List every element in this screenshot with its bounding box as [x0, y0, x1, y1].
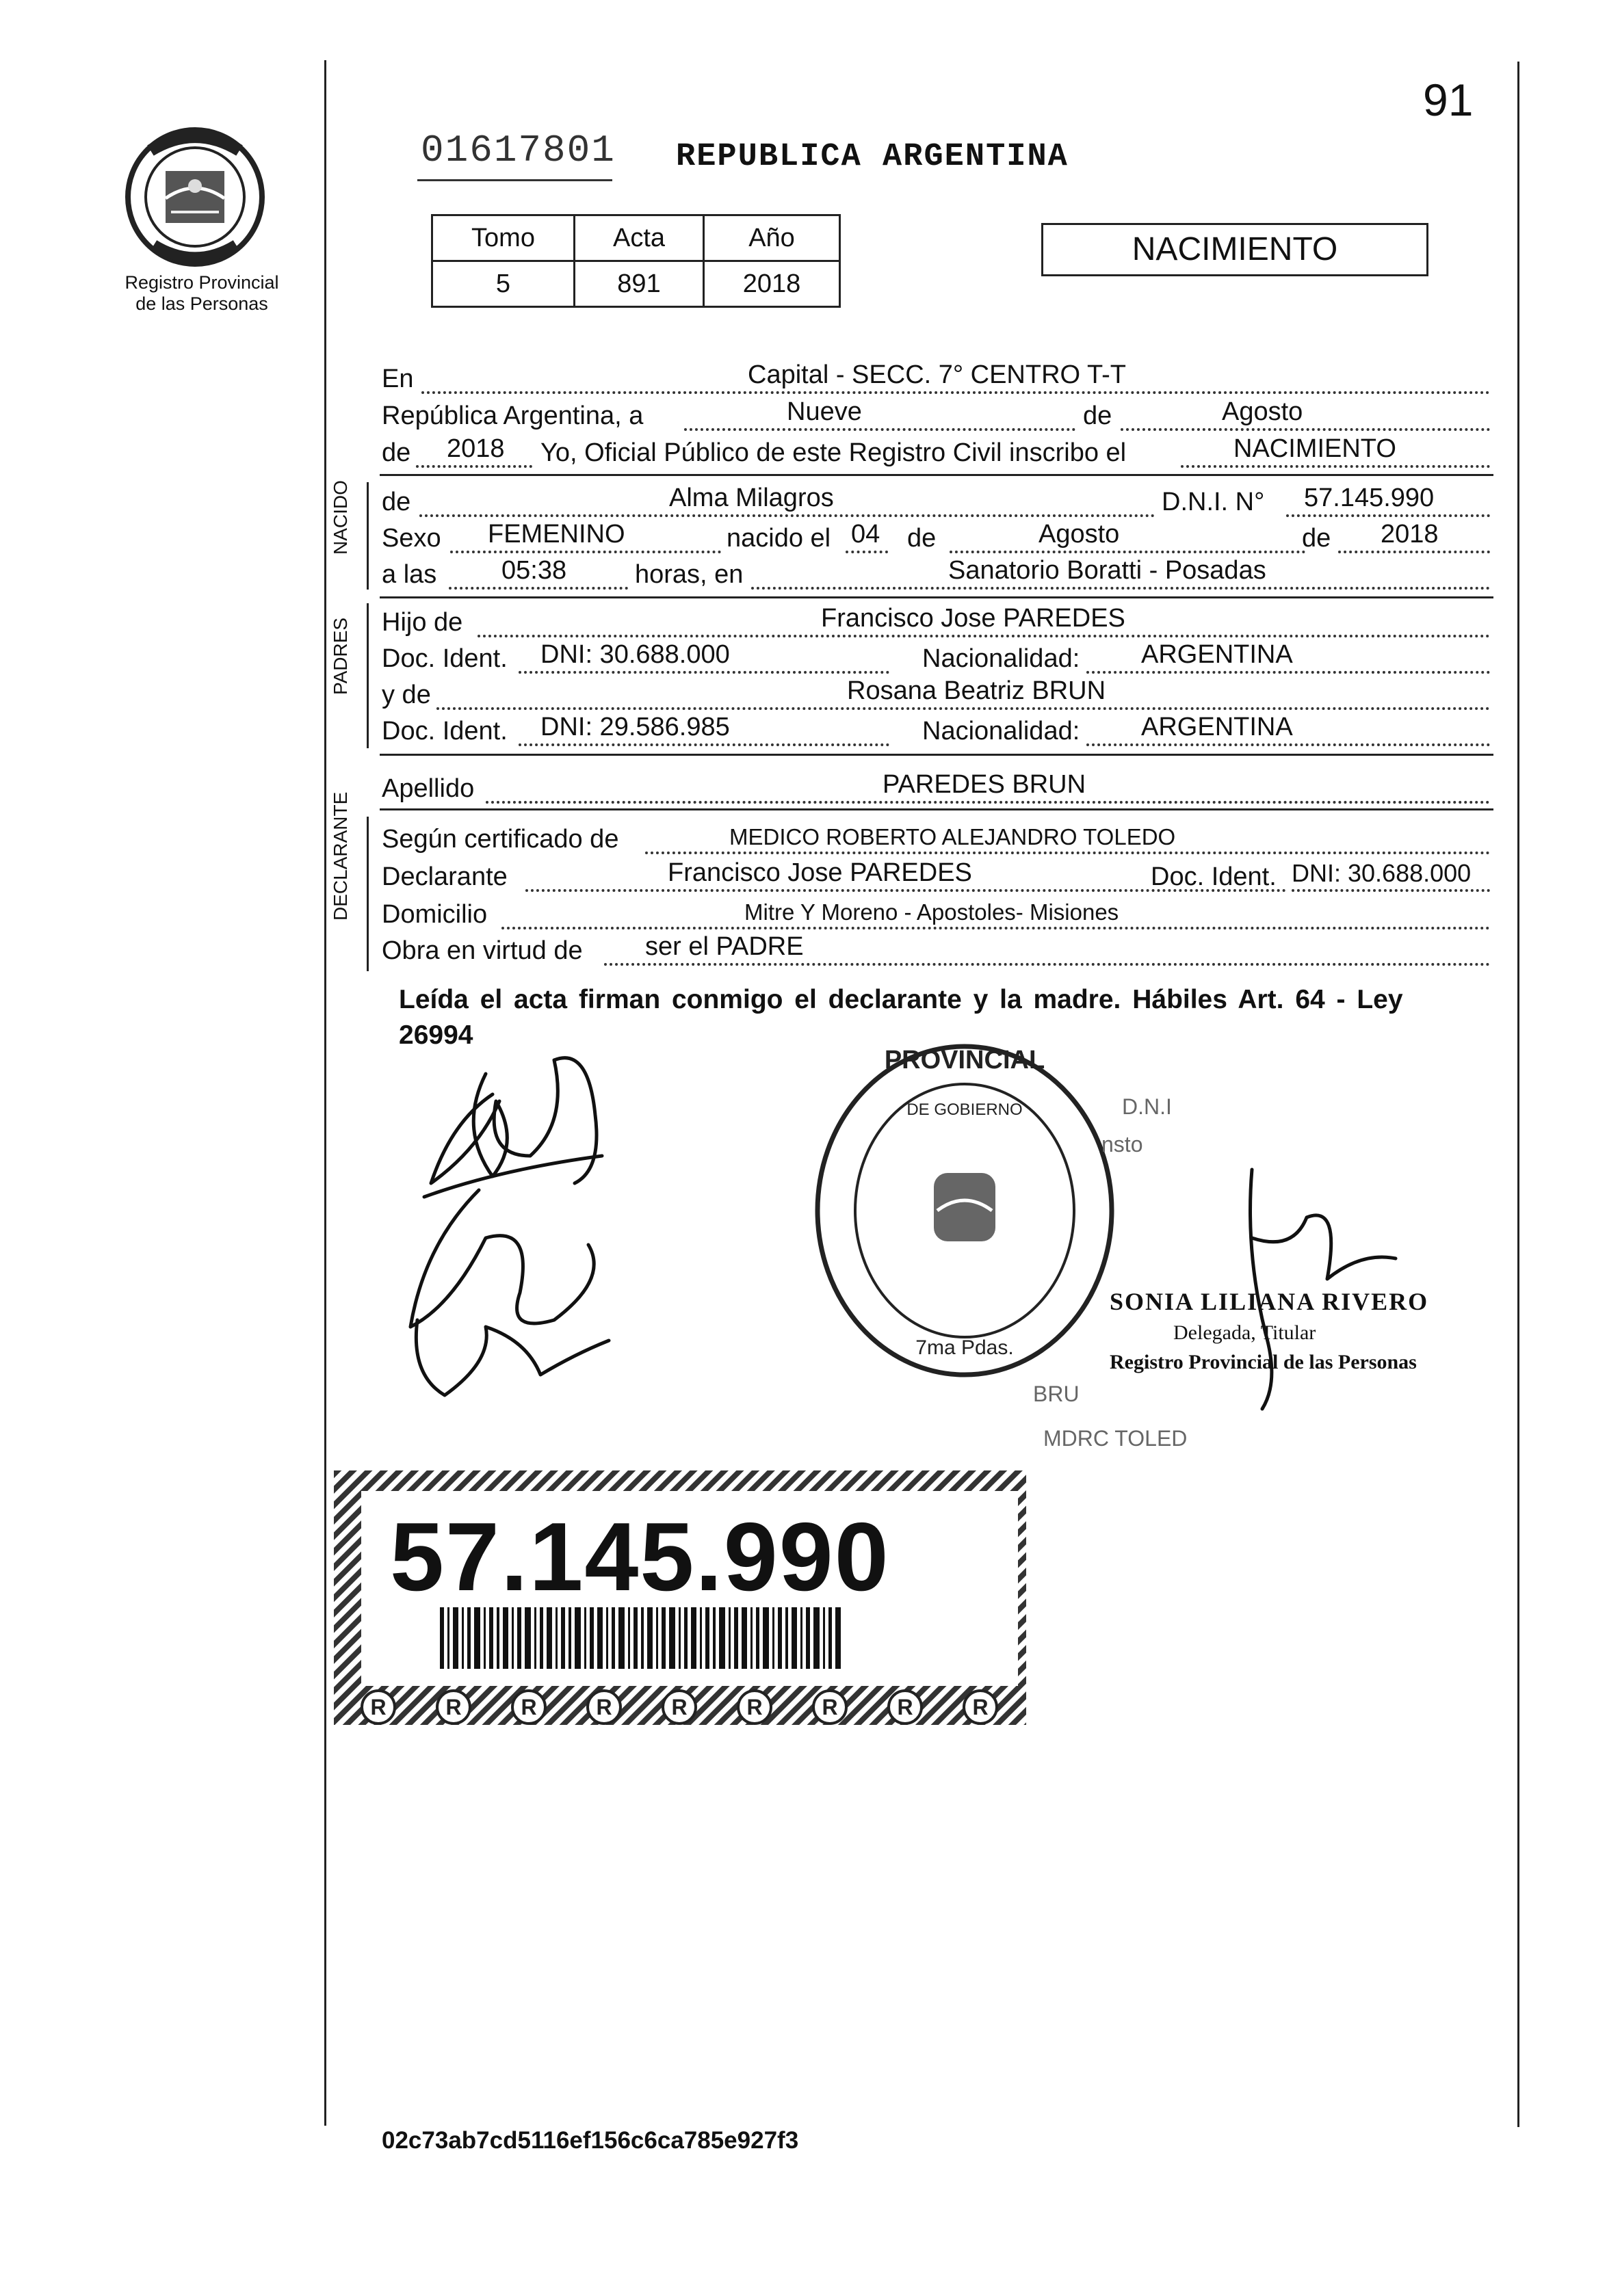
- declarante-label: DECLARANTE: [330, 791, 351, 921]
- rule-4: [380, 808, 1493, 810]
- mother-doc-value: DNI: 29.586.985: [540, 713, 730, 741]
- right-margin-line: [1517, 62, 1519, 2127]
- birth-month-value: Agosto: [1038, 520, 1120, 549]
- declarante-signature: [383, 1019, 629, 1429]
- svg-text:R: R: [521, 1695, 537, 1719]
- svg-text:R: R: [897, 1695, 913, 1719]
- record-table: [431, 214, 841, 308]
- line-en: En Capital - SECC. 7° CENTRO T-T: [382, 358, 1491, 399]
- tomo-header: Tomo: [432, 215, 575, 261]
- svg-text:R: R: [822, 1695, 838, 1719]
- line-sexo: Sexo FEMENINO nacido el 04 de Agosto de 2018: [382, 518, 1491, 559]
- nacido-label: NACIDO: [330, 480, 351, 555]
- dni-value: 57.145.990: [1304, 484, 1435, 512]
- padres-label: PADRES: [330, 617, 351, 695]
- certificado-value: MEDICO ROBERTO ALEJANDRO TOLEDO: [729, 824, 1176, 849]
- official-title: Delegada, Titular: [1173, 1321, 1316, 1344]
- left-margin-line: [324, 60, 326, 2126]
- father-doc-value: DNI: 30.688.000: [540, 640, 730, 669]
- ano-value: 2018: [704, 261, 840, 307]
- line-domicilio: Domicilio Mitre Y Moreno - Apostoles- Misiones: [382, 894, 1491, 935]
- line-mother: y de Rosana Beatriz BRUN: [382, 674, 1491, 715]
- rule-2: [380, 596, 1493, 598]
- mother-value: Rosana Beatriz BRUN: [847, 676, 1106, 705]
- time-value: 05:38: [501, 556, 567, 585]
- rule-1: [380, 474, 1493, 476]
- domicilio-value: Mitre Y Moreno - Apostoles- Misiones: [744, 899, 1119, 925]
- day-value: Nueve: [787, 397, 862, 426]
- birth-year-value: 2018: [1381, 520, 1439, 549]
- serial-number: 01617801: [421, 129, 616, 172]
- page-number: 91: [1423, 75, 1474, 125]
- declarante-doc-value: DNI: 30.688.000: [1292, 859, 1472, 887]
- ano-header: Año: [704, 215, 840, 261]
- bleed-text-4: MDRC TOLED: [1043, 1426, 1188, 1451]
- bleed-text-3: BRU: [1033, 1382, 1080, 1406]
- registry-stamp: [807, 1033, 1122, 1388]
- inscribo-value: NACIMIENTO: [1233, 434, 1396, 463]
- svg-text:R: R: [746, 1695, 763, 1719]
- closing-statement: Leída el acta firman conmigo el declarante y la madre. Hábiles Art. 64 - Ley 26994: [399, 985, 1403, 1050]
- line-hijo: Hijo de Francisco Jose PAREDES: [382, 602, 1491, 643]
- mother-nat-value: ARGENTINA: [1141, 713, 1293, 741]
- line-obra: Obra en virtud de ser el PADRE: [382, 930, 1491, 971]
- line-apellido: Apellido PAREDES BRUN: [382, 768, 1491, 809]
- stamp-bottom-text: 7ma Pdas.: [915, 1336, 1014, 1359]
- dni-sticker-number: 57.145.990: [390, 1503, 890, 1611]
- svg-text:R: R: [671, 1695, 688, 1719]
- svg-text:R: R: [972, 1695, 989, 1719]
- tomo-value: 5: [432, 261, 575, 307]
- svg-text:R: R: [445, 1695, 462, 1719]
- father-nat-value: ARGENTINA: [1141, 640, 1293, 669]
- name-value: Alma Milagros: [669, 484, 834, 512]
- acta-value: 891: [575, 261, 704, 307]
- father-value: Francisco Jose PAREDES: [821, 604, 1125, 633]
- svg-text:R: R: [370, 1695, 387, 1719]
- svg-text:R: R: [596, 1695, 612, 1719]
- line-declarante: Declarante Francisco Jose PAREDES Doc. Ident. DNI: 30.688.000: [382, 856, 1491, 897]
- official-signature: [1225, 1156, 1402, 1416]
- apellido-value: PAREDES BRUN: [883, 770, 1086, 799]
- registry-emblem: [123, 123, 267, 274]
- acta-header: Acta: [575, 215, 704, 261]
- obra-value: ser el PADRE: [645, 932, 804, 961]
- month-value: Agosto: [1222, 397, 1303, 426]
- bleed-text-2: nsto: [1101, 1132, 1143, 1157]
- line-mother-doc: Doc. Ident. DNI: 29.586.985 Nacionalidad: ARGENTINA: [382, 711, 1491, 752]
- official-name: SONIA LILIANA RIVERO: [1110, 1288, 1429, 1315]
- birth-day-value: 04: [851, 520, 880, 549]
- rule-3: [380, 754, 1493, 756]
- line-father-doc: Doc. Ident. DNI: 30.688.000 Nacionalidad: ARGENTINA: [382, 638, 1491, 679]
- record-type-box: NACIMIENTO: [1041, 223, 1428, 276]
- document-hash: 02c73ab7cd5116ef156c6ca785e927f3: [382, 2127, 799, 2154]
- en-value: Capital - SECC. 7° CENTRO T-T: [748, 360, 1126, 389]
- declarante-value: Francisco Jose PAREDES: [668, 858, 972, 887]
- line-republica: República Argentina, a Nueve de Agosto: [382, 395, 1491, 436]
- sexo-value: FEMENINO: [488, 520, 625, 549]
- line-certificado: Según certificado de MEDICO ROBERTO ALEJANDRO TOLEDO: [382, 819, 1491, 860]
- stamp-outer-text: PROVINCIAL: [884, 1046, 1045, 1074]
- line-oficial: de 2018 Yo, Oficial Público de este Registro Civil inscribo el NACIMIENTO: [382, 432, 1491, 473]
- line-nacido-name: de Alma Milagros D.N.I. N° 57.145.990: [382, 481, 1491, 523]
- serial-underline: [417, 179, 612, 181]
- stamp-inner-text: DE GOBIERNO: [906, 1100, 1023, 1119]
- registry-caption: Registro Provincial de las Personas: [125, 272, 279, 314]
- country-title: REPUBLICA ARGENTINA: [676, 139, 1069, 175]
- year-value: 2018: [447, 434, 505, 463]
- official-registry: Registro Provincial de las Personas: [1110, 1351, 1417, 1373]
- bleed-text-1: D.N.I: [1122, 1094, 1172, 1119]
- line-hora: a las 05:38 horas, en Sanatorio Boratti - Posadas: [382, 554, 1491, 595]
- place-value: Sanatorio Boratti - Posadas: [948, 556, 1266, 585]
